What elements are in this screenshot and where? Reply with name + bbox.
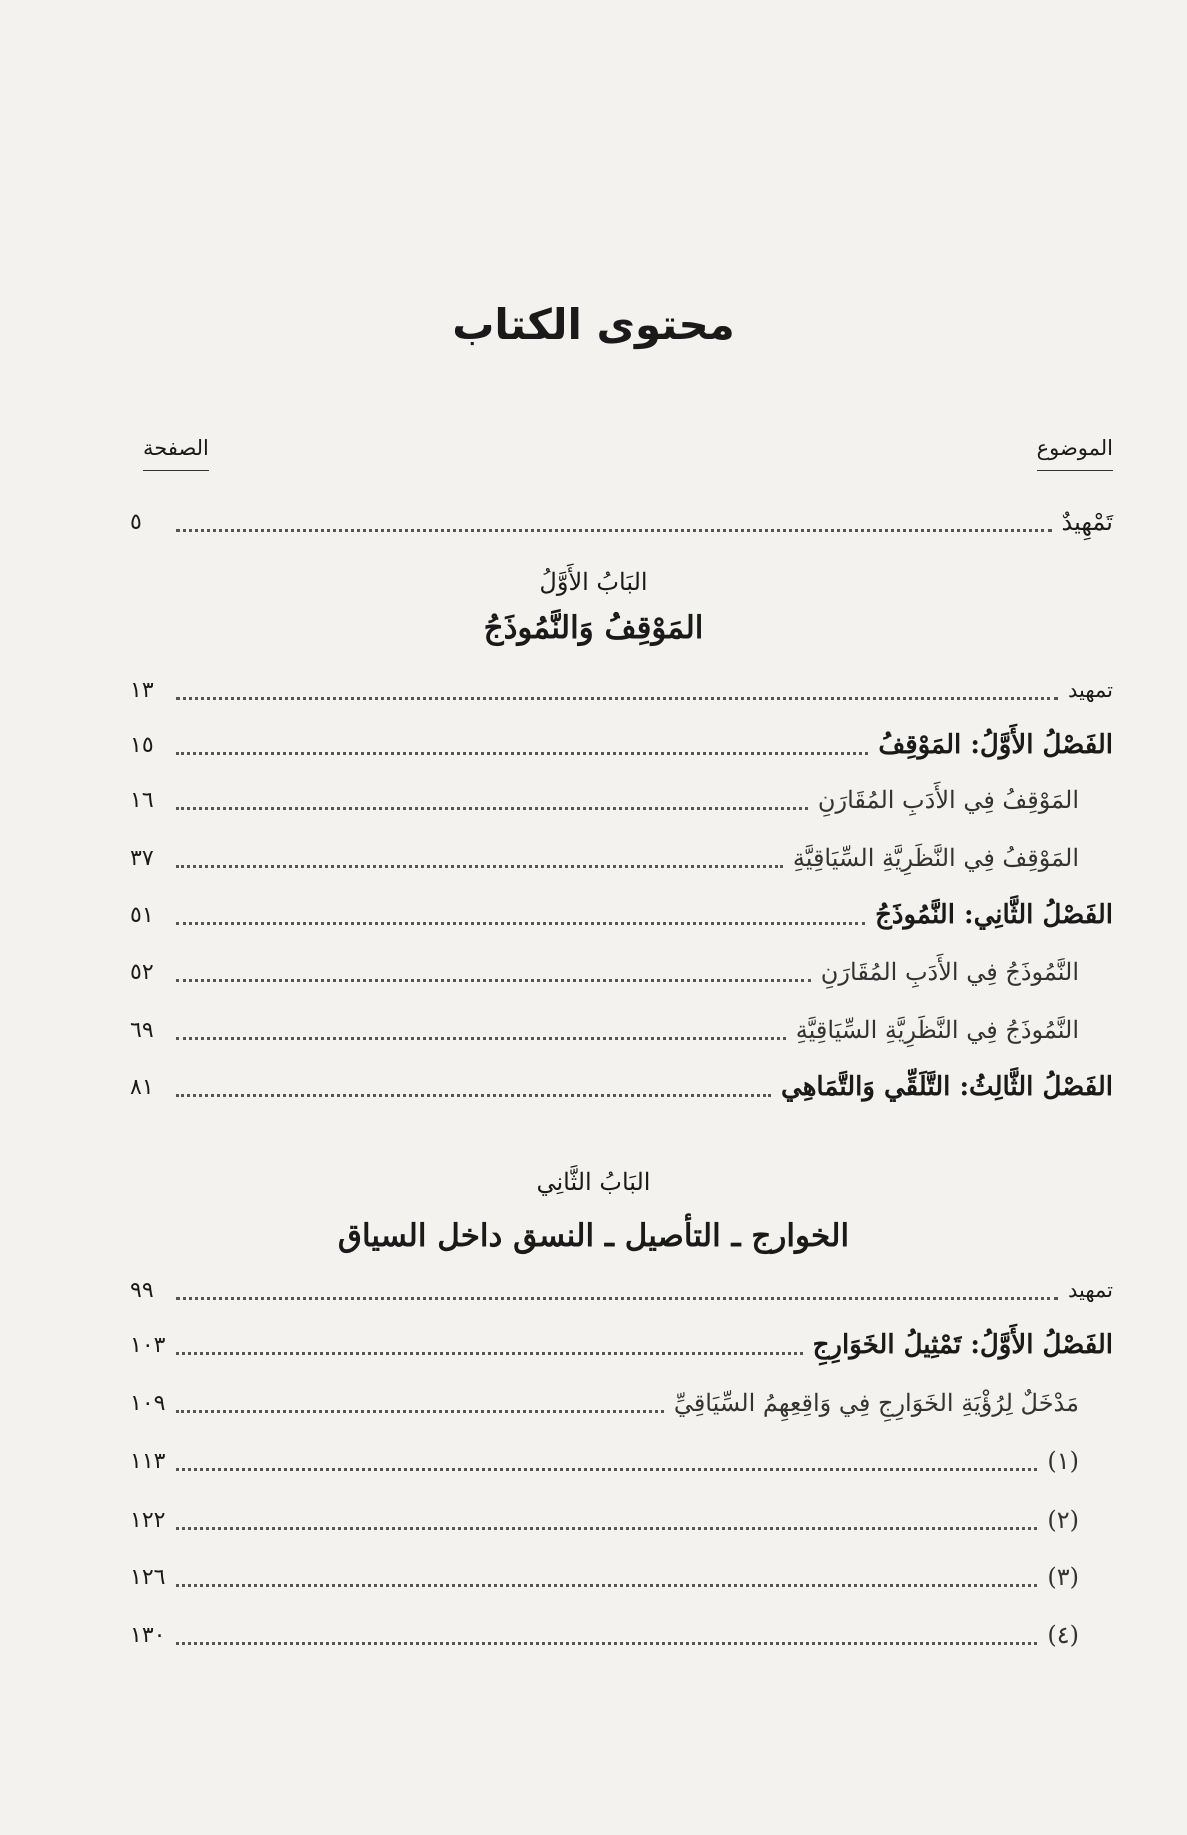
toc-entry — [130, 1441, 1113, 1481]
entry-label: النَّمُوذَجُ فِي الأَدَبِ المُقَارَنِ — [820, 958, 1079, 986]
part-title: المَوْقِفُ وَالنَّمُوذَجُ — [483, 610, 704, 646]
leader-dots — [176, 1037, 786, 1040]
leader-dots — [176, 752, 868, 755]
leader-dots — [176, 529, 1052, 532]
toc-entry — [130, 952, 1113, 992]
toc-entry — [130, 1615, 1113, 1655]
entry-page: ١٦ — [130, 787, 154, 813]
entry-label: الفَصْلُ الأَوَّلُ: تَمْثِيلُ الخَوَارِجِ — [812, 1330, 1113, 1360]
entry-label: (٢) — [1047, 1506, 1079, 1534]
part-label: البَابُ الأَوَّلُ — [539, 568, 648, 596]
toc-entry — [130, 1500, 1113, 1540]
entry-page: ١٣٠ — [130, 1622, 166, 1648]
entry-label: المَوْقِفُ فِي الأَدَبِ المُقَارَنِ — [817, 786, 1079, 814]
column-header-page: الصفحة — [143, 436, 209, 471]
leader-dots — [176, 1468, 1037, 1471]
entry-page: ٦٩ — [130, 1017, 154, 1043]
entry-label: النَّمُوذَجُ فِي النَّظَرِيَّةِ السِّيَاقِيَّةِ — [795, 1016, 1079, 1044]
entry-label: الفَصْلُ الثَّانِي: النَّمُوذَجُ — [875, 900, 1113, 930]
entry-page: ١٢٢ — [130, 1507, 166, 1533]
leader-dots — [176, 1352, 803, 1355]
entry-label: تمهيد — [1067, 1278, 1113, 1302]
entry-page: ١٣ — [130, 677, 154, 703]
page-title: محتوى الكتاب — [452, 300, 735, 349]
leader-dots — [176, 922, 865, 925]
entry-label: تمهيد — [1067, 678, 1113, 702]
toc-entry — [130, 838, 1113, 878]
toc-entry — [130, 895, 1113, 935]
leader-dots — [176, 1584, 1037, 1587]
leader-dots — [176, 865, 783, 868]
leader-dots — [176, 1410, 664, 1413]
toc-entry — [130, 780, 1113, 820]
entry-label: (٤) — [1047, 1621, 1079, 1649]
entry-label: (١) — [1047, 1447, 1079, 1475]
entry-page: ٥ — [130, 509, 142, 535]
leader-dots — [176, 1642, 1037, 1645]
entry-label: تَمْهِيدٌ — [1061, 508, 1113, 536]
entry-label: المَوْقِفُ فِي النَّظَرِيَّةِ السِّيَاقِيَّةِ — [792, 844, 1079, 872]
column-header-topic: الموضوع — [1037, 436, 1113, 471]
entry-page: ١٥ — [130, 732, 154, 758]
leader-dots — [176, 979, 811, 982]
toc-entry — [130, 1270, 1113, 1310]
entry-page: ٨١ — [130, 1074, 154, 1100]
entry-label: الفَصْلُ الثَّالِثُ: التَّلَقِّي وَالتَّمَاهِي — [781, 1072, 1113, 1102]
entry-page: ٥١ — [130, 902, 154, 928]
toc-entry — [130, 1383, 1113, 1423]
entry-label: مَدْخَلٌ لِرُؤْيَةِ الخَوَارِجِ فِي وَاقِعِهِمُ السِّيَاقِيِّ — [673, 1389, 1079, 1417]
part-title: الخوارج ـ التأصيل ـ النسق داخل السياق — [337, 1218, 850, 1254]
entry-page: ١١٣ — [130, 1448, 166, 1474]
entry-page: ١٢٦ — [130, 1564, 166, 1590]
leader-dots — [176, 1297, 1058, 1300]
toc-entry — [130, 1067, 1113, 1107]
entry-page: ١٠٣ — [130, 1332, 166, 1358]
leader-dots — [176, 807, 808, 810]
entry-page: ٩٩ — [130, 1277, 154, 1303]
leader-dots — [176, 1094, 771, 1097]
leader-dots — [176, 1527, 1037, 1530]
entry-label: (٣) — [1047, 1563, 1079, 1591]
entry-page: ٣٧ — [130, 845, 154, 871]
entry-page: ١٠٩ — [130, 1390, 166, 1416]
toc-entry — [130, 1010, 1113, 1050]
entry-page: ٥٢ — [130, 959, 154, 985]
leader-dots — [176, 697, 1058, 700]
entry-label: الفَصْلُ الأَوَّلُ: المَوْقِفُ — [878, 730, 1113, 760]
toc-entry — [130, 670, 1113, 710]
toc-entry — [130, 502, 1113, 542]
toc-entry — [130, 1557, 1113, 1597]
toc-entry — [130, 725, 1113, 765]
toc-entry — [130, 1325, 1113, 1365]
part-label: البَابُ الثَّانِي — [536, 1168, 651, 1196]
